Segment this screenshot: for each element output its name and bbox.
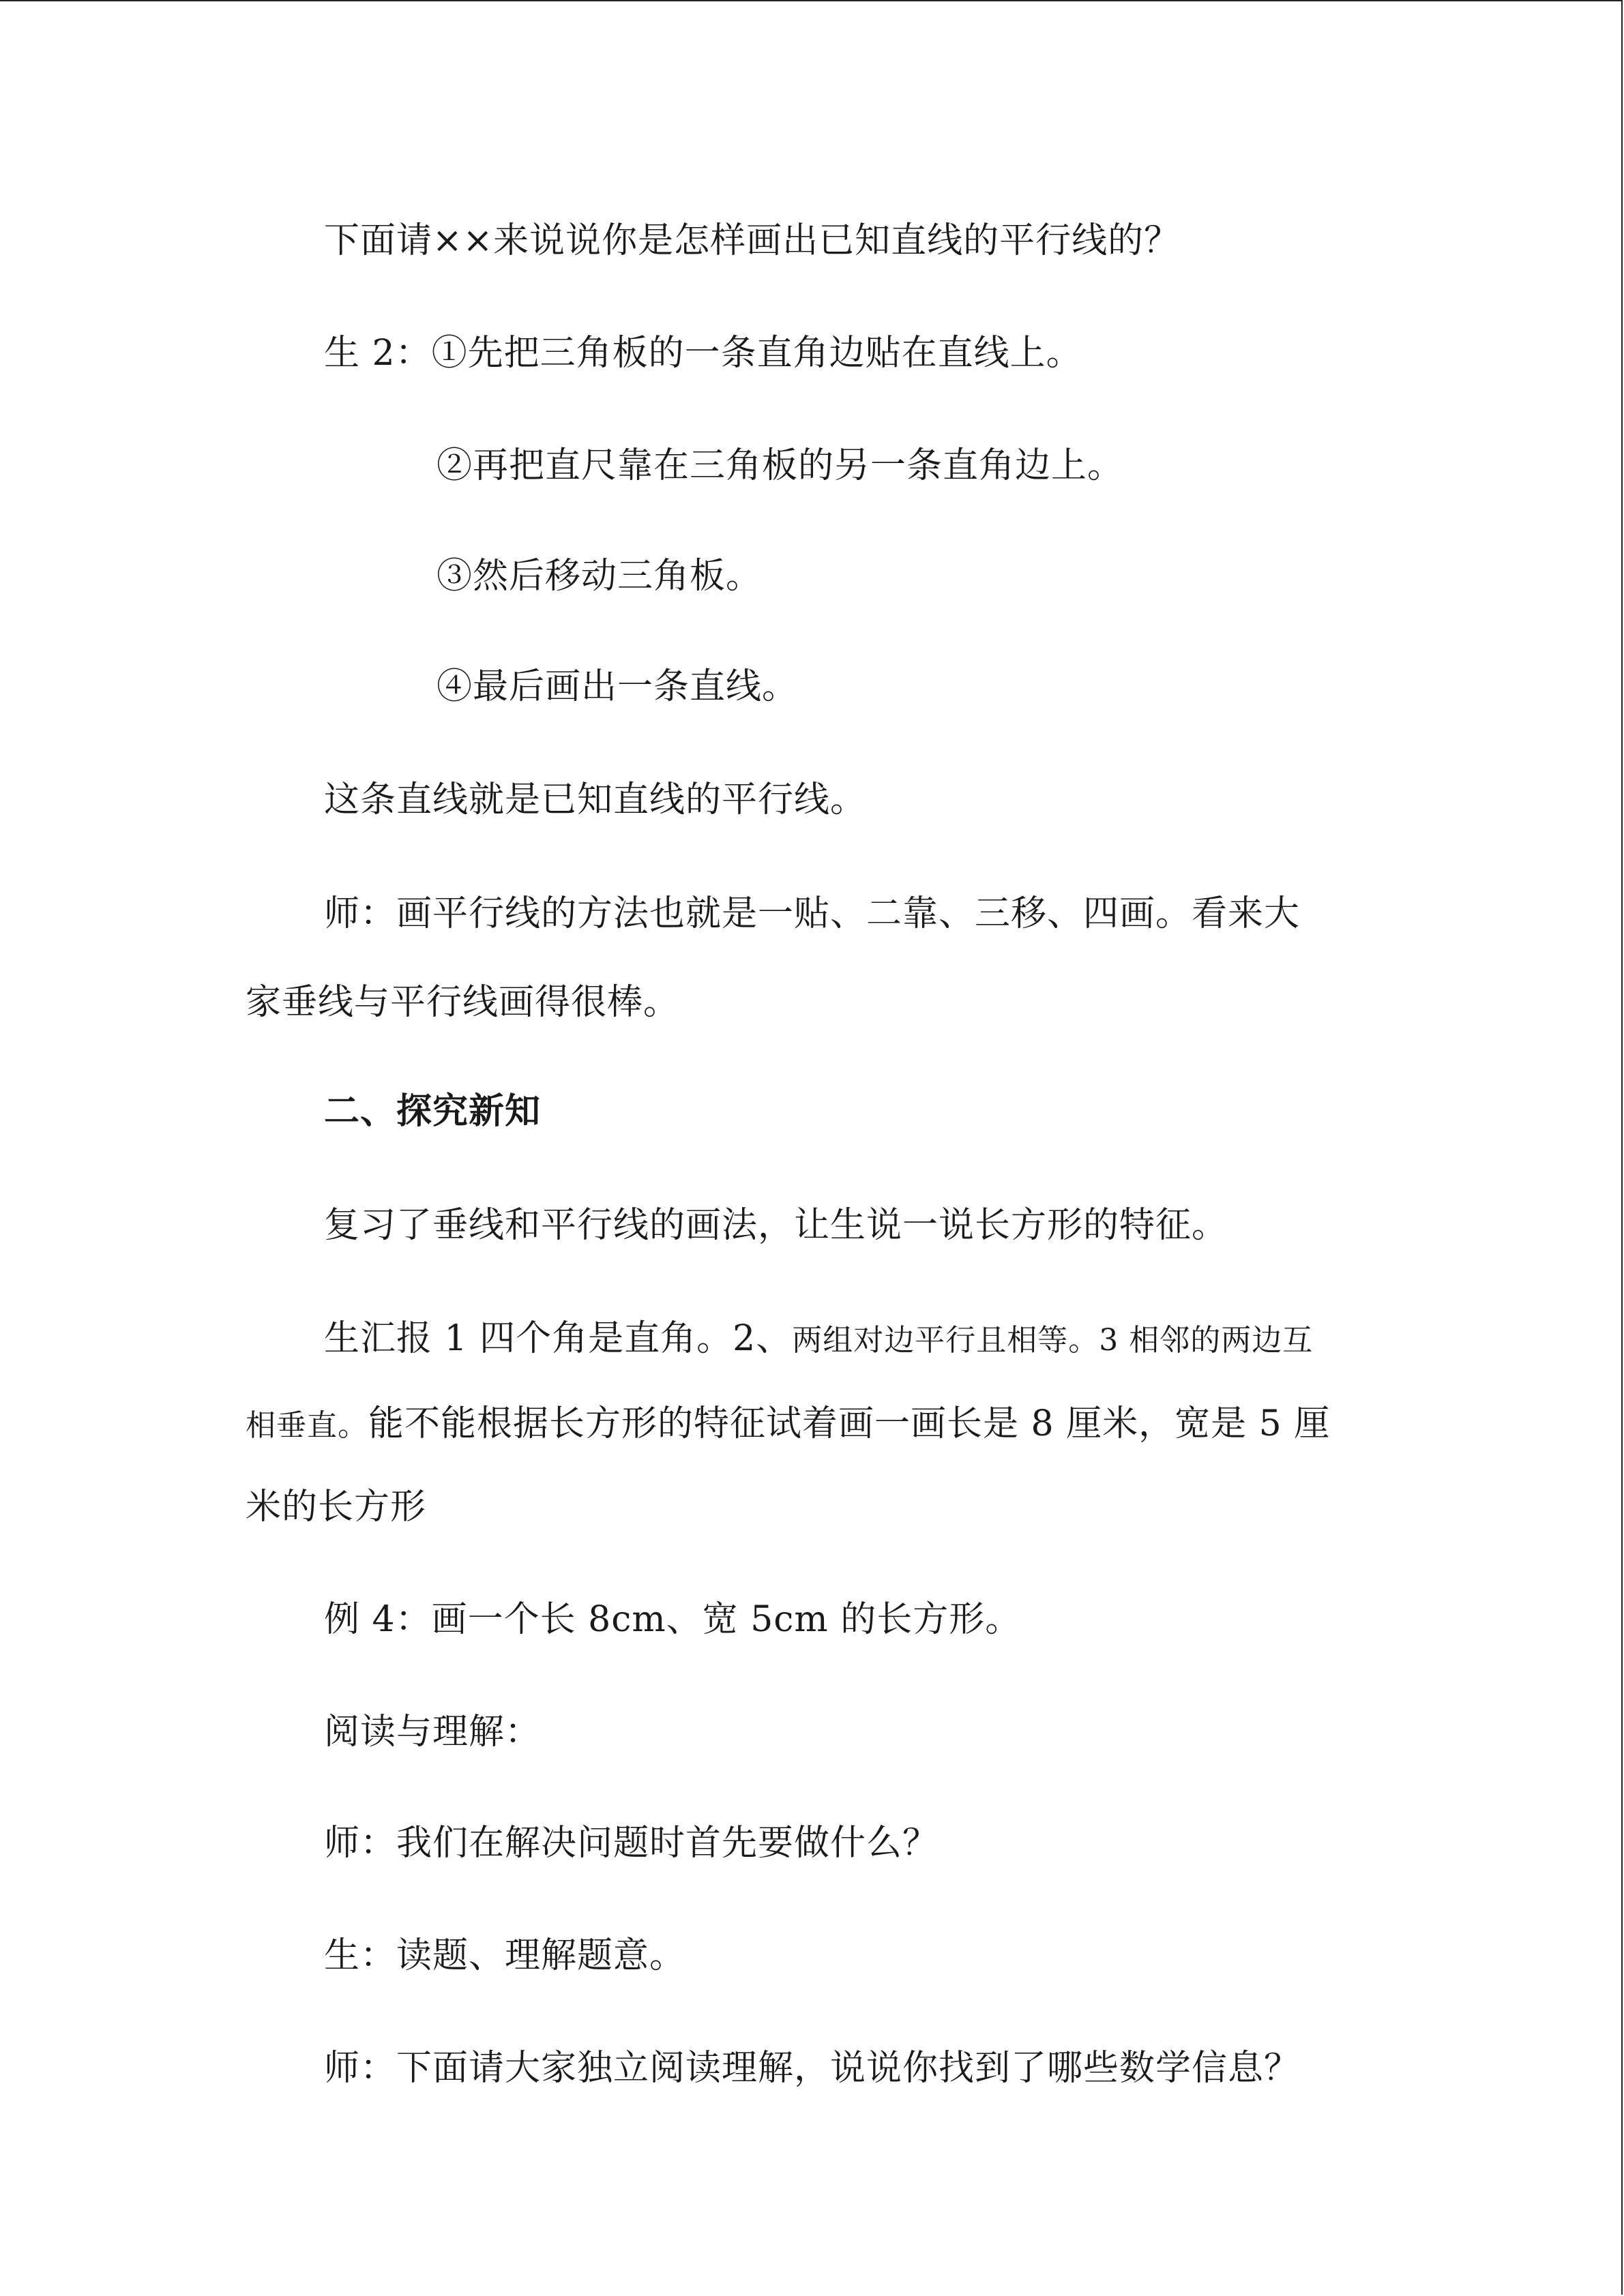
paragraph-reading-label: 阅读与理解： (324, 1712, 542, 1753)
paragraph-example4: 例 4：画一个长 8cm、宽 5cm 的长方形。 (324, 1599, 1022, 1640)
paragraph-student-report-line1 (324, 1315, 1313, 1365)
paragraph-teacher-question: 师：我们在解决问题时首先要做什么？ (324, 1823, 939, 1864)
paragraph-step4: ④最后画出一条直线。 (437, 666, 799, 707)
report-text-small-2: 相垂直。 (246, 1408, 368, 1443)
paragraph-student2-step1: 生 2：①先把三角板的一条直角边贴在直线上。 (324, 333, 1082, 374)
section-heading: 二、探究新知 (324, 1090, 542, 1132)
report-text-main-2: 能不能根据长方形的特征试着画一画长是 8 厘米，宽是 5 厘 (368, 1403, 1331, 1444)
paragraph-step3: ③然后移动三角板。 (437, 556, 763, 597)
paragraph-conclusion: 这条直线就是已知直线的平行线。 (324, 779, 867, 820)
report-text-small: 两组对边平行且相等。3 相邻的两边互 (792, 1323, 1314, 1358)
report-text-main: 生汇报 1 四个角是直角。2、 (324, 1318, 793, 1359)
paragraph-teacher-method-line2: 家垂线与平行线画得很棒。 (246, 982, 680, 1023)
paragraph-student-answer: 生：读题、理解题意。 (324, 1935, 686, 1976)
paragraph-teacher-method-line1: 师：画平行线的方法也就是一贴、二靠、三移、四画。看来大 (324, 893, 1301, 934)
paragraph-step2: ②再把直尺靠在三角板的另一条直角边上。 (437, 445, 1124, 486)
paragraph-question-parallel: 下面请××来说说你是怎样画出已知直线的平行线的？ (324, 220, 1181, 261)
paragraph-student-report-line2 (246, 1400, 1330, 1450)
paragraph-student-report-line3: 米的长方形 (246, 1487, 427, 1527)
paragraph-review: 复习了垂线和平行线的画法，让生说一说长方形的特征。 (324, 1205, 1228, 1246)
paragraph-teacher-prompt: 师：下面请大家独立阅读理解，说说你找到了哪些数学信息？ (324, 2048, 1301, 2089)
